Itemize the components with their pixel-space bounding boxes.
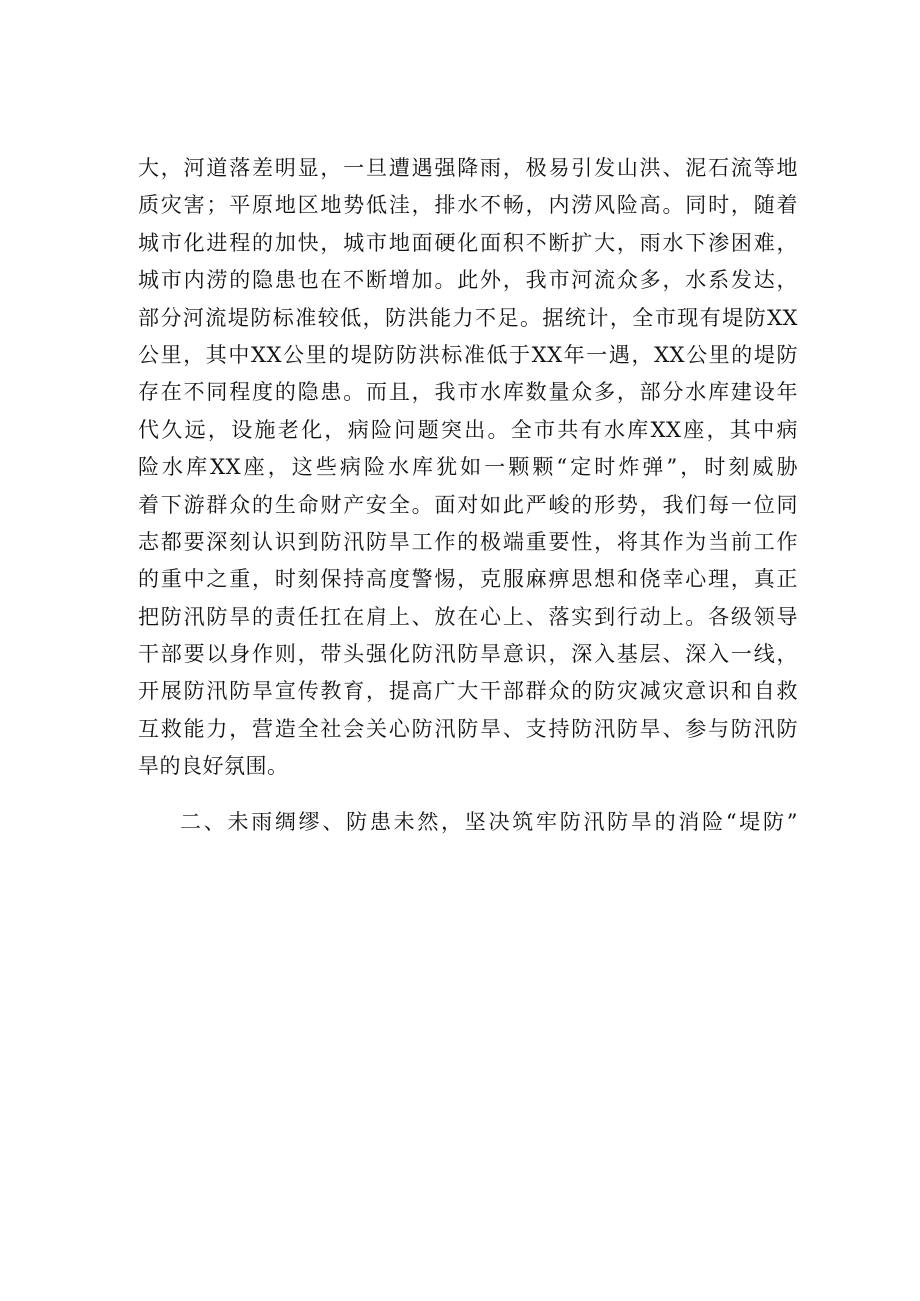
paragraph-line-17: 旱的良好氛围。 — [138, 754, 289, 779]
paragraph-line-3: 城市化进程的加快，城市地面硬化面积不断扩大，雨水下渗困难， — [138, 230, 798, 255]
paragraph-line-4: 城市内涝的隐患也在不断增加。此外，我市河流众多，水系发达， — [138, 268, 798, 293]
paragraph-line-10: 着下游群众的生命财产安全。面对如此严峻的形势，我们每一位同 — [138, 492, 798, 517]
paragraph-line-8: 代久远，设施老化，病险问题突出。全市共有水库XX座，其中病 — [138, 417, 798, 442]
section-heading: 二、未雨绸缪、防患未然，坚决筑牢防汛防旱的消险“堤防” — [180, 810, 798, 834]
paragraph-line-13: 把防汛防旱的责任扛在肩上、放在心上、落实到行动上。各级领导 — [138, 604, 798, 629]
paragraph-line-1: 大，河道落差明显，一旦遭遇强降雨，极易引发山洪、泥石流等地 — [138, 156, 798, 180]
paragraph-line-15: 开展防汛防旱宣传教育，提高广大干部群众的防灾减灾意识和自救 — [138, 679, 798, 704]
paragraph-line-11: 志都要深刻认识到防汛防旱工作的极端重要性，将其作为当前工作 — [138, 529, 798, 554]
paragraph-line-16: 互救能力，营造全社会关心防汛防旱、支持防汛防旱、参与防汛防 — [138, 716, 798, 741]
paragraph-line-5: 部分河流堤防标准较低，防洪能力不足。据统计，全市现有堤防XX — [138, 305, 798, 330]
paragraph-line-14: 干部要以身作则，带头强化防汛防旱意识，深入基层、深入一线， — [138, 642, 798, 667]
paragraph-line-6: 公里，其中XX公里的堤防防洪标准低于XX年一遇，XX公里的堤防 — [138, 342, 798, 367]
paragraph-line-12: 的重中之重，时刻保持高度警惕，克服麻痹思想和侥幸心理，真正 — [138, 567, 798, 592]
paragraph-line-2: 质灾害；平原地区地势低洼，排水不畅，内涝风险高。同时，随着 — [138, 193, 798, 218]
body-paragraph — [138, 150, 798, 786]
paragraph-line-7: 存在不同程度的隐患。而且，我市水库数量众多，部分水库建设年 — [138, 380, 798, 405]
paragraph-line-9: 险水库XX座，这些病险水库犹如一颗颗“定时炸弹”，时刻威胁 — [138, 455, 798, 480]
